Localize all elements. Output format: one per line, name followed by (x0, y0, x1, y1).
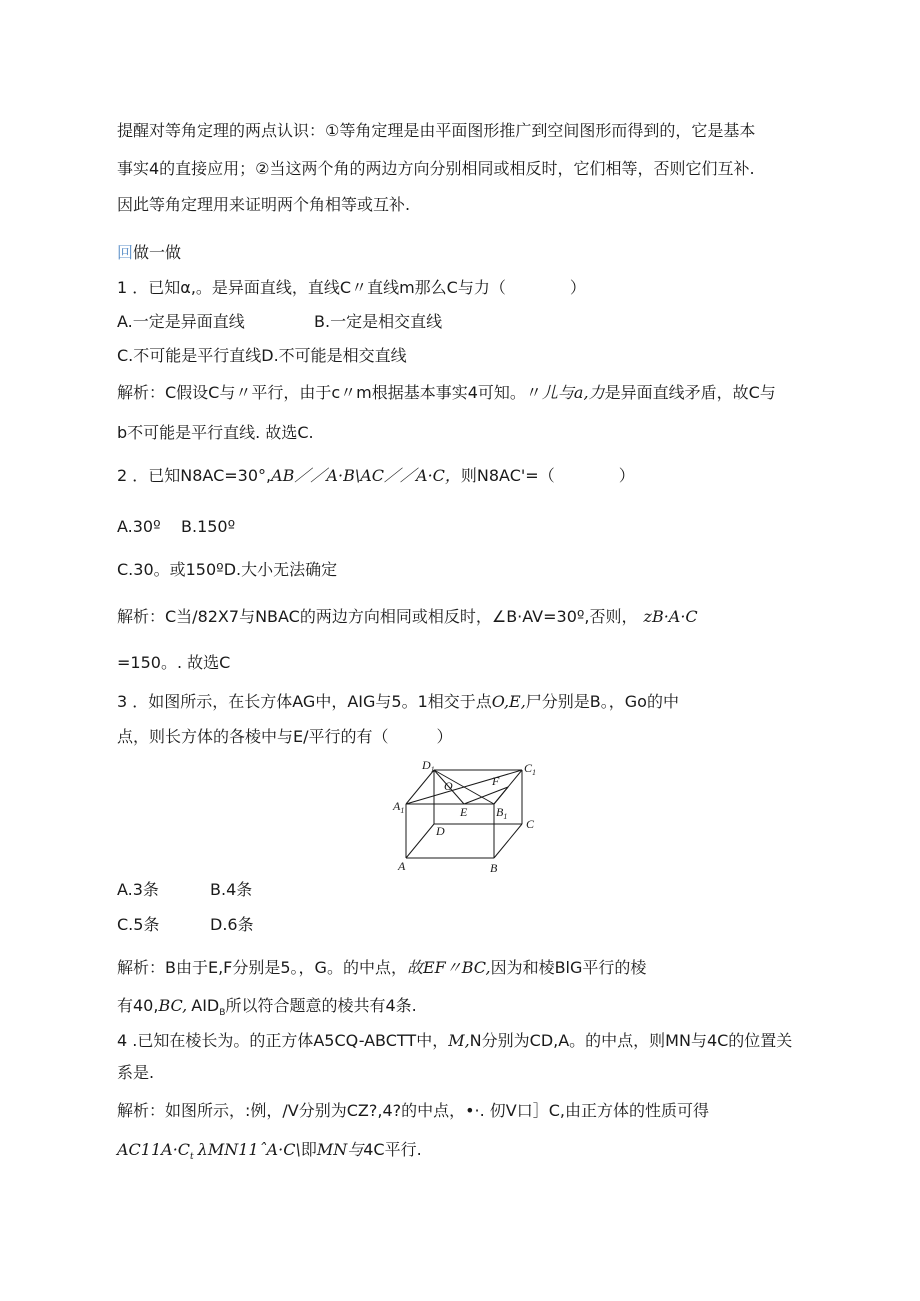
q2-stem-part-b: AB／／A·B\AC／／A·C， (271, 466, 461, 485)
q1-answer-part-b: 儿与a,力 (541, 383, 605, 402)
cuboid-figure (392, 758, 542, 876)
label-e: E (460, 805, 468, 819)
q3-stem-part-b: O,E, (491, 692, 526, 711)
q2-answer-part-a: 解析：C当/82X7与NBAC的两边方向相同或相反时，∠B·AV=30º,否则， (117, 607, 638, 626)
q3-stem-part-c: 尸分别是B。，Go的中 (525, 692, 679, 711)
intro-line-1: 提醒对等角定理的两点认识：①等角定理是由平面图形推广到空间图形而得到的，它是基本 (117, 121, 756, 140)
edge-b-c (494, 824, 522, 858)
label-c: C (526, 817, 535, 831)
label-f: F (492, 774, 500, 788)
label-d: D (436, 824, 445, 838)
q2-answer-line-2: =150。. 故选C (117, 653, 231, 672)
q3-answer-line-1 (117, 957, 646, 979)
edge-d-a (406, 824, 434, 858)
q3-stem-part-a: 3 ．如图所示，在长方体AG中，AIG与5。1相交于点 (117, 692, 492, 711)
label-a: A (398, 859, 406, 873)
q1-answer-part-a: 解析：C假设C与〃平行，由于c〃m根据基本事实4可知。〃 (117, 383, 542, 402)
q3-answer-part-a: 解析：B由于E,F分别是5。，G。的中点， (117, 958, 407, 977)
q4-answer-part-d: MN与 (316, 1140, 364, 1159)
practice-title: 做一做 (133, 243, 182, 262)
q2-option-cd: C.30。或150ºD.大小无法确定 (117, 560, 338, 579)
q4-answer-part-c: 即 (300, 1140, 317, 1159)
q1-option-cd: C.不可能是平行直线D.不可能是相交直线 (117, 346, 407, 365)
practice-icon: 回 (117, 243, 134, 262)
q2-option-a: A.30º (117, 517, 161, 536)
q2-stem-part-a: 2 ．已知N8AC=30°, (117, 466, 272, 485)
q3-option-c: C.5条 (117, 915, 160, 934)
q4-answer-part-e: 4C平行. (363, 1140, 422, 1159)
practice-heading (117, 242, 181, 264)
q3-stem-line-2: 点，则长方体的各棱中与E/平行的有（ ） (117, 727, 453, 746)
q3-option-a: A.3条 (117, 880, 159, 899)
q1-option-b: B.一定是相交直线 (314, 312, 443, 331)
q4-answer-line-1: 解析：如图所示，:例，/V分别为CZ?,4?的中点，•·. 仞V口］C,由正方体的性质可得 (117, 1101, 710, 1120)
q4-answer-line-2 (117, 1139, 422, 1168)
q1-stem: 1 ．已知α,。是异面直线，直线C〃直线m那么C与力（ ） (117, 278, 586, 297)
q4-stem-line-1 (117, 1030, 792, 1052)
q1-answer-part-c: 是异面直线矛盾，故C与 (604, 383, 776, 402)
label-d1: $D_1$ (422, 758, 435, 774)
q3-answer-line-2 (117, 995, 417, 1024)
label-b: B (490, 861, 498, 875)
q2-stem (117, 465, 635, 487)
q1-answer-line-2: b不可能是平行直线. 故选C. (117, 423, 314, 442)
intro-line-2: 事实4的直接应用；②当这两个角的两边方向分别相同或相反时，它们相等，否则它们互补. (117, 159, 755, 178)
q4-stem-part-a: 4 .已知在棱长为。的正方体A5CQ-ABCTT中， (117, 1031, 449, 1050)
q3-option-b: B.4条 (210, 880, 253, 899)
q4-stem-line-2: 系是. (117, 1063, 155, 1082)
label-a1: $A_1$ (393, 799, 405, 815)
diag-d1-b1 (434, 770, 494, 804)
q3-stem-line-1 (117, 691, 679, 713)
q3-answer-part-c: AID (191, 996, 220, 1015)
q3-answer-sub: B (219, 1008, 226, 1019)
q3-answer-part-b: 故EF〃BC, (406, 958, 491, 977)
edge-a1-d1 (406, 770, 434, 804)
q3-option-d: D.6条 (210, 915, 254, 934)
q4-answer-part-a: AC11A·C (117, 1140, 191, 1159)
q4-stem-part-c: N分别为CD,A。的中点，则MN与4C的位置关 (469, 1031, 793, 1050)
q4-answer-part-b: λMN11ˆA·C\ (197, 1140, 301, 1159)
q3-answer-part-b: BC, (158, 996, 188, 1015)
q1-answer-line-1 (117, 382, 776, 404)
q1-option-a: A.一定是异面直线 (117, 312, 245, 331)
q2-option-b: B.150º (181, 517, 236, 536)
q3-answer-part-d: 所以符合题意的棱共有4条. (225, 996, 417, 1015)
q3-answer-part-a: 有40, (117, 996, 159, 1015)
intro-line-3: 因此等角定理用来证明两个角相等或互补. (117, 195, 411, 214)
q3-answer-part-c: 因为和棱BlG平行的棱 (490, 958, 647, 977)
q2-answer-part-b: zB·A·C (643, 607, 698, 626)
label-o: O (444, 779, 453, 793)
q4-answer-sub: t (190, 1152, 194, 1163)
q2-stem-part-c: 则N8AC'=（ ） (460, 466, 635, 485)
label-b1: $B_1$ (496, 805, 508, 821)
q4-stem-part-b: M, (448, 1031, 470, 1050)
q2-answer-line-1 (117, 606, 698, 628)
label-c1: $C_1$ (524, 761, 537, 777)
